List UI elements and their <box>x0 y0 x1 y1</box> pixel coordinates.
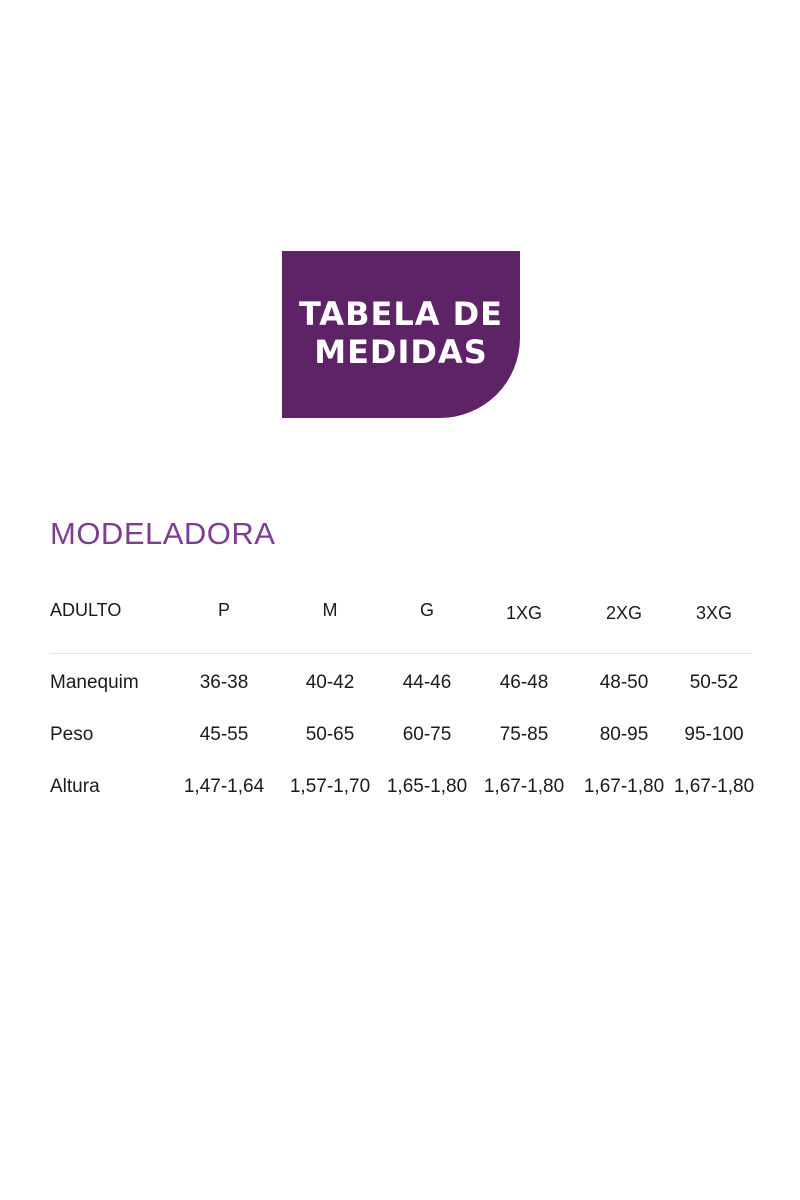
table-cell: 50-52 <box>689 672 739 693</box>
header-cell: 3XG <box>695 603 733 623</box>
row-label: Peso <box>50 724 94 745</box>
header-cell: 2XG <box>605 603 643 623</box>
table-cell: 1,67-1,80 <box>673 776 755 797</box>
table-row <box>50 776 755 828</box>
table-cell: 1,67-1,80 <box>583 776 665 797</box>
table-cell: 1,57-1,70 <box>289 776 371 797</box>
table-cell: 80-95 <box>599 724 649 745</box>
table-cell: 95-100 <box>684 724 744 745</box>
badge-title: TABELA DE MEDIDAS <box>298 294 504 371</box>
section-title: MODELADORA <box>50 516 276 551</box>
table-header-row <box>50 600 752 653</box>
table-row <box>50 672 752 724</box>
header-divider <box>50 653 752 654</box>
table-row <box>50 724 752 776</box>
table-cell: 1,65-1,80 <box>386 776 468 797</box>
row-label: Manequim <box>50 672 139 693</box>
row-label: Altura <box>50 776 100 797</box>
table-cell: 60-75 <box>402 724 452 745</box>
table-cell: 40-42 <box>305 672 355 693</box>
header-cell: 1XG <box>505 603 543 623</box>
table-cell: 44-46 <box>402 672 452 693</box>
table-cell: 75-85 <box>499 724 549 745</box>
header-cell: M <box>322 600 338 620</box>
table-cell: 48-50 <box>599 672 649 693</box>
header-cell: G <box>419 600 435 620</box>
table-cell: 50-65 <box>305 724 355 745</box>
header-cell: ADULTO <box>50 600 122 620</box>
header-cell: P <box>217 600 231 620</box>
table-cell: 1,67-1,80 <box>483 776 565 797</box>
table-cell: 45-55 <box>199 724 249 745</box>
title-badge <box>282 251 520 418</box>
table-cell: 36-38 <box>199 672 249 693</box>
table-cell: 1,47-1,64 <box>183 776 265 797</box>
table-cell: 46-48 <box>499 672 549 693</box>
size-table <box>50 600 755 828</box>
